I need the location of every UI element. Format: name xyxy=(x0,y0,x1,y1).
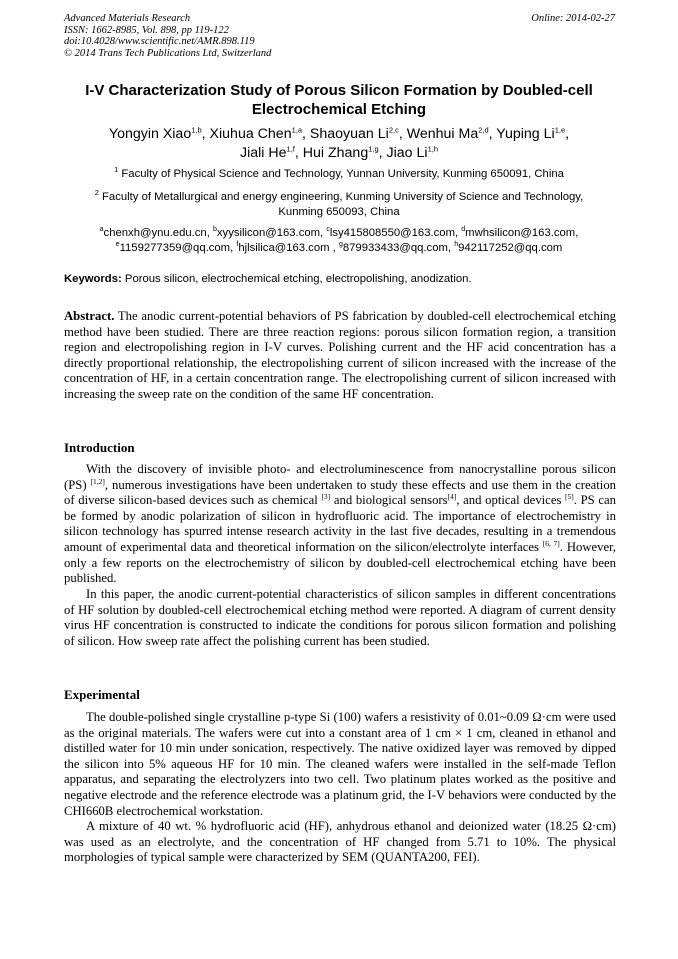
author-line-2 xyxy=(60,144,618,163)
author-name: Yuping Li xyxy=(496,126,555,142)
email-link[interactable]: 879933433@qq.com, xyxy=(342,242,455,254)
author-affil-sup: 1,e xyxy=(554,125,566,135)
author-affil-sup: 1,a xyxy=(291,125,303,135)
journal-doi: doi:10.4028/www.scientific.net/AMR.898.119 xyxy=(64,36,255,47)
citation-ref: [6, 7] xyxy=(542,538,560,548)
email-sup: g xyxy=(338,241,343,249)
email-link[interactable]: 942117252@qq.com xyxy=(458,242,563,254)
email-sup: h xyxy=(454,241,459,249)
author-separator: , xyxy=(565,126,570,142)
keywords xyxy=(64,272,616,287)
affiliation-1 xyxy=(60,167,618,182)
email-link[interactable]: hjlsilica@163.com , xyxy=(238,242,339,254)
journal-issn: ISSN: 1662-8985, Vol. 898, pp 119-122 xyxy=(64,24,229,36)
introduction-paragraph-1 xyxy=(64,462,616,587)
author-separator: , xyxy=(398,126,407,142)
email-sup: d xyxy=(461,226,466,234)
author-separator: , xyxy=(201,126,210,142)
author-affil-sup: 1,h xyxy=(427,144,438,154)
paragraph-text: With the discovery of invisible photo- and electroluminescence from nanocrystalline porous silicon (PS) xyxy=(64,462,616,492)
author-name: Shaoyuan Li xyxy=(309,126,389,142)
journal-header xyxy=(64,13,271,59)
author-separator: , xyxy=(378,145,387,161)
paragraph-text: . PS can be formed by anodic polarization of silicon in hydrofluoric acid. The importance of electrochemistry in silicon technology has spurred intense research activity in the last five decades, resulting in a tremendous amount of experimental data and theoretical information on the silicon/electrolyte interfaces xyxy=(64,493,617,554)
email-link[interactable]: lsy415808550@163.com, xyxy=(329,227,462,239)
author-affil-sup: 2,c xyxy=(388,125,399,135)
paragraph-text: , and optical devices xyxy=(456,493,566,508)
affiliation-text: Faculty of Physical Science and Technology, Yunnan University, Kunming 650091, China xyxy=(121,168,564,180)
online-date: Online: 2014-02-27 xyxy=(531,13,615,24)
email-line-1 xyxy=(60,226,618,241)
author-name: Xiuhua Chen xyxy=(209,126,292,142)
author-list xyxy=(60,125,618,163)
author-name: Yongyin Xiao xyxy=(108,126,192,142)
affiliation-2 xyxy=(60,190,618,220)
paper-title-line-1: I-V Characterization Study of Porous Silicon Formation by Doubled-cell xyxy=(85,82,593,99)
citation-ref: [4] xyxy=(447,491,457,501)
paragraph-text: , numerous investigations have been undertaken to study these effects and use them in the creation of diverse silicon-based devices such as chemical xyxy=(64,477,617,508)
experimental-paragraph-1: The double-polished single crystalline p-type Si (100) wafers a resistivity of 0.01~0.09 Ω·cm were used as the original materials. The wafers were cut into a constant area of 1 cm × 1 cm, cleaned in ethanol and distilled water for 10 min under sonication, respectively. The native oxidized layer was removed by dipped the silicon into 5% aqueous HF for 10 min. The cleaned wafers were installed in the self-made Teflon apparatus, and separating the electrolyzers into two cell. Two platinum plates worked as the positive and negative electrode and the reference electrode was a platinum grid, the I-V behaviors were conducted by the CHI660B electrochemical workstation. xyxy=(64,710,616,818)
email-link[interactable]: mwhsilicon@163.com, xyxy=(465,227,579,239)
email-sup: e xyxy=(115,241,120,249)
citation-ref: [5] xyxy=(565,491,574,501)
citation-ref: [1,2] xyxy=(90,476,105,486)
email-link[interactable]: 1159277359@qq.com, xyxy=(119,242,237,254)
author-affil-sup: 2,d xyxy=(478,125,489,135)
keywords-label: Keywords: xyxy=(64,273,122,285)
keywords-text: Porous silicon, electrochemical etching, electropolishing, anodization. xyxy=(121,273,472,285)
experimental-heading: Experimental xyxy=(64,687,140,702)
journal-name: Advanced Materials Research xyxy=(64,13,191,24)
email-line-2 xyxy=(60,241,618,256)
affiliation-sup: 2 xyxy=(94,188,99,198)
author-affil-sup: 1,f xyxy=(286,144,295,154)
email-sup: c xyxy=(326,226,330,234)
introduction-heading: Introduction xyxy=(64,440,135,455)
abstract-text: The anodic current-potential behaviors of PS fabrication by doubled-cell electrochemical etching method have been studied. There are three reaction regions: porous silicon formation region, a transition region and electropolishing region in I-V curves. Polishing current and the HF acid concentration has a directly proportional relationship, the electropolishing current of silicon increased with the increase of the concentration of HF, in a certain concentration range. The electropolishing current of silicon increased with increasing the sweep rate on the condition of the same HF concentration. xyxy=(64,309,616,401)
email-sup: b xyxy=(213,226,217,234)
author-name: Jiao Li xyxy=(386,145,428,161)
paragraph-text: . However, only a few reports on the electrochemistry of silicon by doubled-cell electrochemical etching have been published. xyxy=(64,539,616,586)
citation-ref: [3] xyxy=(321,491,331,501)
affiliation-sup: 1 xyxy=(114,165,119,175)
email-sup: f xyxy=(236,241,239,249)
journal-copyright: © 2014 Trans Tech Publications Ltd, Switzerland xyxy=(64,47,272,59)
affiliation-text: Faculty of Metallurgical and energy engineering, Kunming University of Science and Technology, xyxy=(102,191,584,203)
author-line-1 xyxy=(60,125,618,144)
author-affil-sup: 1,b xyxy=(191,125,202,135)
paper-title-line-2: Electrochemical Etching xyxy=(251,101,427,118)
author-affil-sup: 1,g xyxy=(368,144,379,154)
email-list xyxy=(60,226,618,256)
author-separator: , xyxy=(302,126,310,142)
paragraph-text: and biological sensors xyxy=(330,493,448,508)
author-separator: , xyxy=(488,126,497,142)
affiliation-2-line-1 xyxy=(60,190,618,205)
author-name: Hui Zhang xyxy=(302,145,369,161)
paper-title xyxy=(60,81,618,119)
author-name: Wenhui Ma xyxy=(406,126,479,142)
email-link[interactable]: chenxh@ynu.edu.cn, xyxy=(103,227,213,239)
author-name: Jiali He xyxy=(239,145,287,161)
abstract-label: Abstract. xyxy=(64,309,115,323)
email-link[interactable]: xyysilicon@163.com, xyxy=(216,227,327,239)
introduction-paragraph-2: In this paper, the anodic current-potential characteristics of silicon samples in different concentrations of HF solution by doubled-cell electrochemical etching method were reported. A diagram of current density virus HF concentration is constructed to indicate the conditions for porous silicon formation and polishing of silicon. How sweep rate affect the polishing current has been studied. xyxy=(64,587,616,648)
email-sup: a xyxy=(99,226,104,234)
author-separator: , xyxy=(294,145,303,161)
affiliation-2-line-2: Kunming 650093, China xyxy=(278,206,400,218)
abstract xyxy=(64,309,616,403)
experimental-paragraph-2: A mixture of 40 wt. % hydrofluoric acid (HF), anhydrous ethanol and deionized water (18.25 Ω·cm) was used as an electrolyte, and the concentration of HF changed from 5.71 to 10%. The physical morphologies of typical sample were characterized by SEM (QUANTA200, FEI). xyxy=(64,819,616,865)
